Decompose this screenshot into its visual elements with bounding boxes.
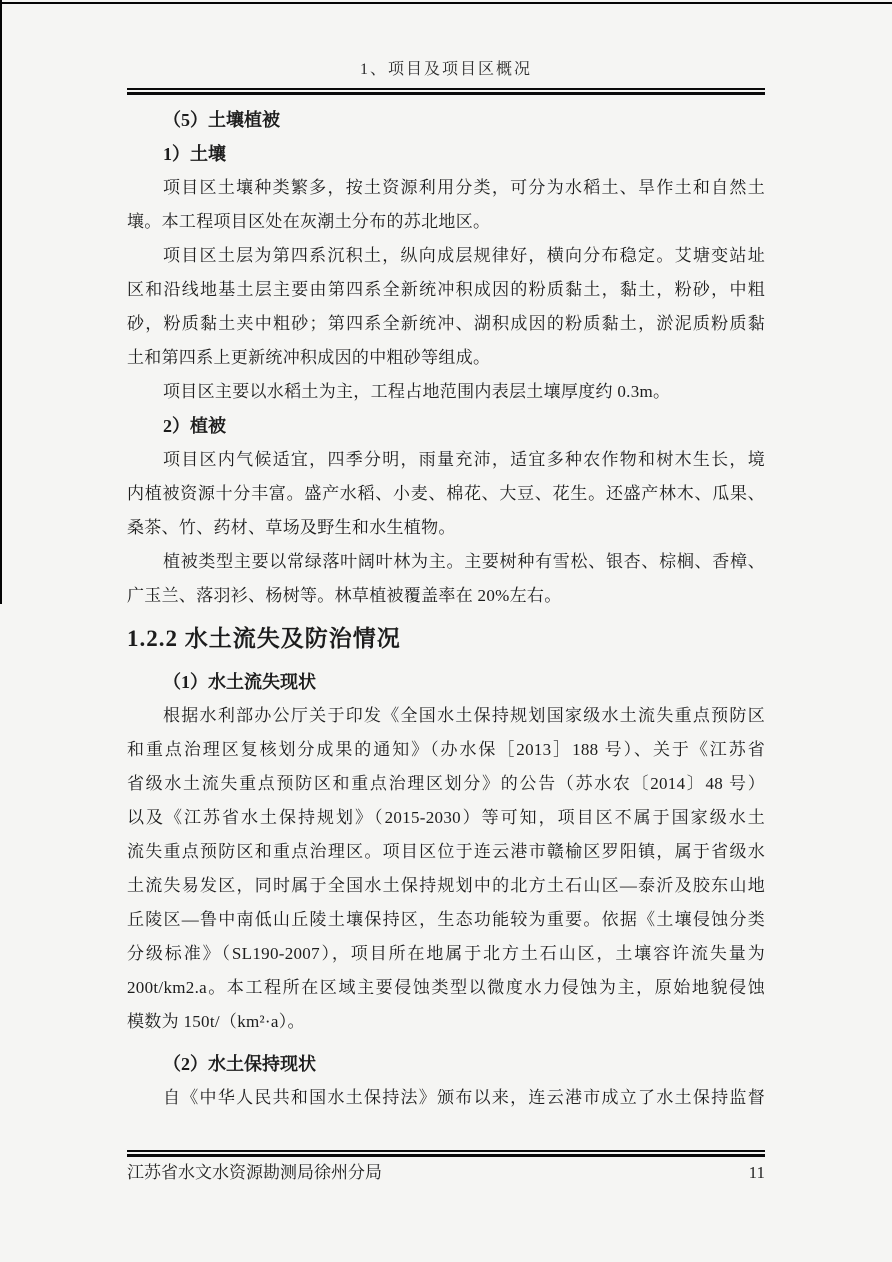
heading-soil-loss-status: （1）水土流失现状: [163, 672, 316, 692]
page-number: 11: [748, 1163, 765, 1182]
paragraph-line: 分级标准》（SL190-2007），项目所在地属于北方土石山区，土壤容许流失量为: [127, 944, 765, 963]
paragraph-soil-layers: [127, 239, 765, 375]
paragraph-line: 项目区主要以水稻土为主，工程占地范围内表层土壤厚度约 0.3m。: [163, 382, 671, 401]
document-body: [127, 103, 765, 1115]
paragraph-line: 根据水利部办公厅关于印发《全国水土保持规划国家级水土流失重点预防区: [163, 706, 765, 725]
paragraph-line: 项目区土壤种类繁多，按土资源利用分类，可分为水稻土、旱作土和自然土: [163, 178, 765, 197]
scan-edge-top: [0, 2, 892, 4]
scan-edge-left: [0, 0, 2, 604]
paragraph-line: 壤。本工程项目区处在灰潮土分布的苏北地区。: [127, 212, 491, 231]
paragraph-line: 省级水土流失重点预防区和重点治理区划分》的公告（苏水农〔2014〕48 号）: [127, 774, 765, 793]
paragraph-line: 砂，粉质黏土夹中粗砂；第四系全新统冲、湖积成因的粉质黏土，淤泥质粉质黏: [127, 314, 765, 333]
paragraph-line: 和重点治理区复核划分成果的通知》（办水保［2013］188 号）、关于《江苏省: [127, 740, 765, 759]
footer-organization: 江苏省水文水资源勘测局徐州分局: [127, 1163, 382, 1182]
paragraph-soil-loss: [127, 699, 765, 1039]
footer-divider: [127, 1150, 765, 1157]
paragraph-line: 土和第四系上更新统冲积成因的中粗砂等组成。: [127, 348, 491, 367]
running-header: [127, 0, 765, 95]
paragraph-line: 自《中华人民共和国水土保持法》颁布以来，连云港市成立了水土保持监督: [163, 1088, 765, 1107]
paragraph-line: 桑茶、竹、药材、草场及野生和水生植物。: [127, 518, 456, 537]
paragraph-line: 项目区土层为第四系沉积土，纵向成层规律好，横向分布稳定。艾塘变站址: [163, 246, 765, 265]
header-divider: [127, 88, 765, 95]
paragraph-line: 项目区内气候适宜，四季分明，雨量充沛，适宜多种农作物和树木生长，境: [163, 450, 765, 469]
paragraph-line: 流失重点预防区和重点治理区。项目区位于连云港市赣榆区罗阳镇，属于省级水: [127, 842, 765, 861]
footer-row: [127, 1160, 765, 1186]
heading-soil-vegetation: （5）土壤植被: [163, 110, 280, 130]
heading-section-1-2-2: 1.2.2 水土流失及防治情况: [127, 626, 401, 651]
paragraph-soil-types: [127, 171, 765, 239]
page-footer: [127, 1150, 765, 1186]
running-header-title: 1、项目及项目区概况: [359, 61, 532, 78]
paragraph-line: 模数为 150t/（km²·a）。: [127, 1012, 305, 1031]
paragraph-topsoil: [127, 375, 765, 409]
heading-vegetation: 2）植被: [163, 416, 226, 436]
paragraph-line: 土流失易发区，同时属于全国水土保持规划中的北方土石山区—泰沂及胶东山地: [127, 876, 765, 895]
paragraph-line: 区和沿线地基土层主要由第四系全新统冲积成因的粉质黏土，黏土，粉砂，中粗: [127, 280, 765, 299]
paragraph-vegetation-types: [127, 545, 765, 613]
heading-soil: 1）土壤: [163, 144, 226, 164]
paragraph-line: 200t/km2.a。本工程所在区域主要侵蚀类型以微度水力侵蚀为主，原始地貌侵蚀: [127, 978, 765, 997]
paragraph-line: 以及《江苏省水土保持规划》（2015-2030）等可知，项目区不属于国家级水土: [127, 808, 765, 827]
paragraph-line: 内植被资源十分丰富。盛产水稻、小麦、棉花、大豆、花生。还盛产林木、瓜果、: [127, 484, 765, 503]
paragraph-line: 丘陵区—鲁中南低山丘陵土壤保持区，生态功能较为重要。依据《土壤侵蚀分类: [127, 910, 765, 929]
paragraph-line: 广玉兰、落羽衫、杨树等。林草植被覆盖率在 20%左右。: [127, 586, 562, 605]
paragraph-conservation: [127, 1081, 765, 1115]
paragraph-climate-crops: [127, 443, 765, 545]
heading-conservation-status: （2）水土保持现状: [163, 1054, 316, 1074]
paragraph-line: 植被类型主要以常绿落叶阔叶林为主。主要树种有雪松、银杏、棕榈、香樟、: [163, 552, 765, 571]
